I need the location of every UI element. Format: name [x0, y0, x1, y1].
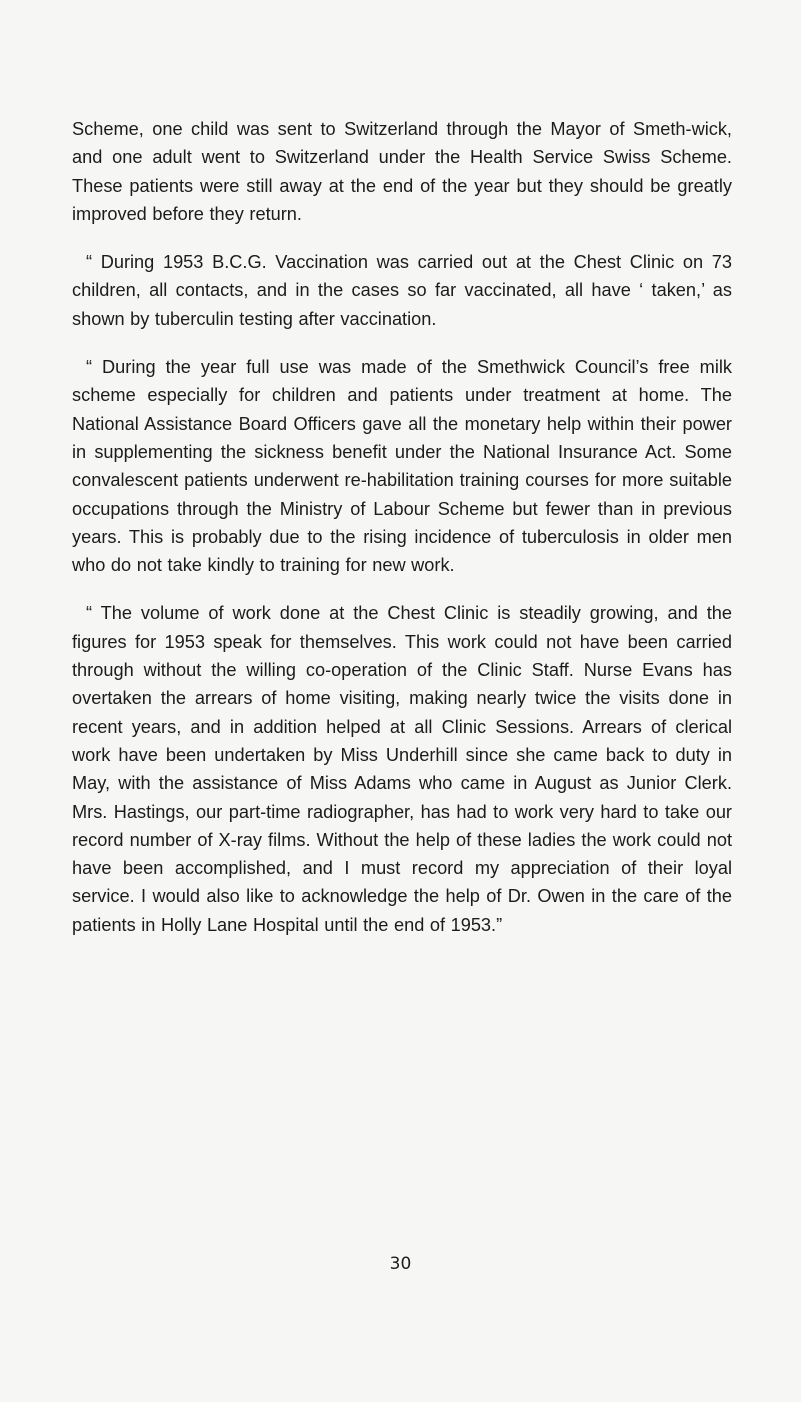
- paragraph-clinic-work: “ The volume of work done at the Chest Clinic is steadily growing, and the figures for 1953 speak for themselves. This work could not have been carried through without the willing co-operation of the Clinic Staff. Nurse Evans has overtaken the arrears of home visiting, making nearly twice the visits done in recent years, and in addition helped at all Clinic Sessions. Arrears of clerical work have been undertaken by Miss Underhill since she came back to duty in May, with the assistance of Miss Adams who came in August as Junior Clerk. Mrs. Hastings, our part-time radiographer, has had to work very hard to take our record number of X-ray films. Without the help of these ladies the work could not have been accomplished, and I must record my appreciation of their loyal service. I would also like to acknowledge the help of Dr. Owen in the care of the patients in Holly Lane Hospital until the end of 1953.”: [72, 603, 732, 935]
- paragraph-free-milk-scheme: “ During the year full use was made of the Smethwick Council’s free milk scheme especially for children and patients under treatment at home. The National Assistance Board Officers gave all the monetary help within their power in supplementing the sickness benefit under the National Insurance Act. Some convalescent patients underwent re-habilitation training courses for more suitable occupations through the Ministry of Labour Scheme but fewer than in previous years. This is probably due to the rising incidence of tuberculosis in older men who do not take kindly to training for new work.: [72, 357, 732, 576]
- paragraph-bcg-vaccination: “ During 1953 B.C.G. Vaccination was carried out at the Chest Clinic on 73 children, all contacts, and in the cases so far vaccinated, all have ‘ taken,’ as shown by tuberculin testing after vaccination.: [72, 252, 732, 329]
- page-number: 30: [389, 1254, 412, 1274]
- paragraph-swiss-scheme: Scheme, one child was sent to Switzerland through the Mayor of Smeth-wick, and one adult went to Switzerland under the Health Service Swiss Scheme. These patients were still away at the end of the year but they should be greatly improved before they return.: [72, 119, 732, 224]
- document-body: [72, 108, 732, 939]
